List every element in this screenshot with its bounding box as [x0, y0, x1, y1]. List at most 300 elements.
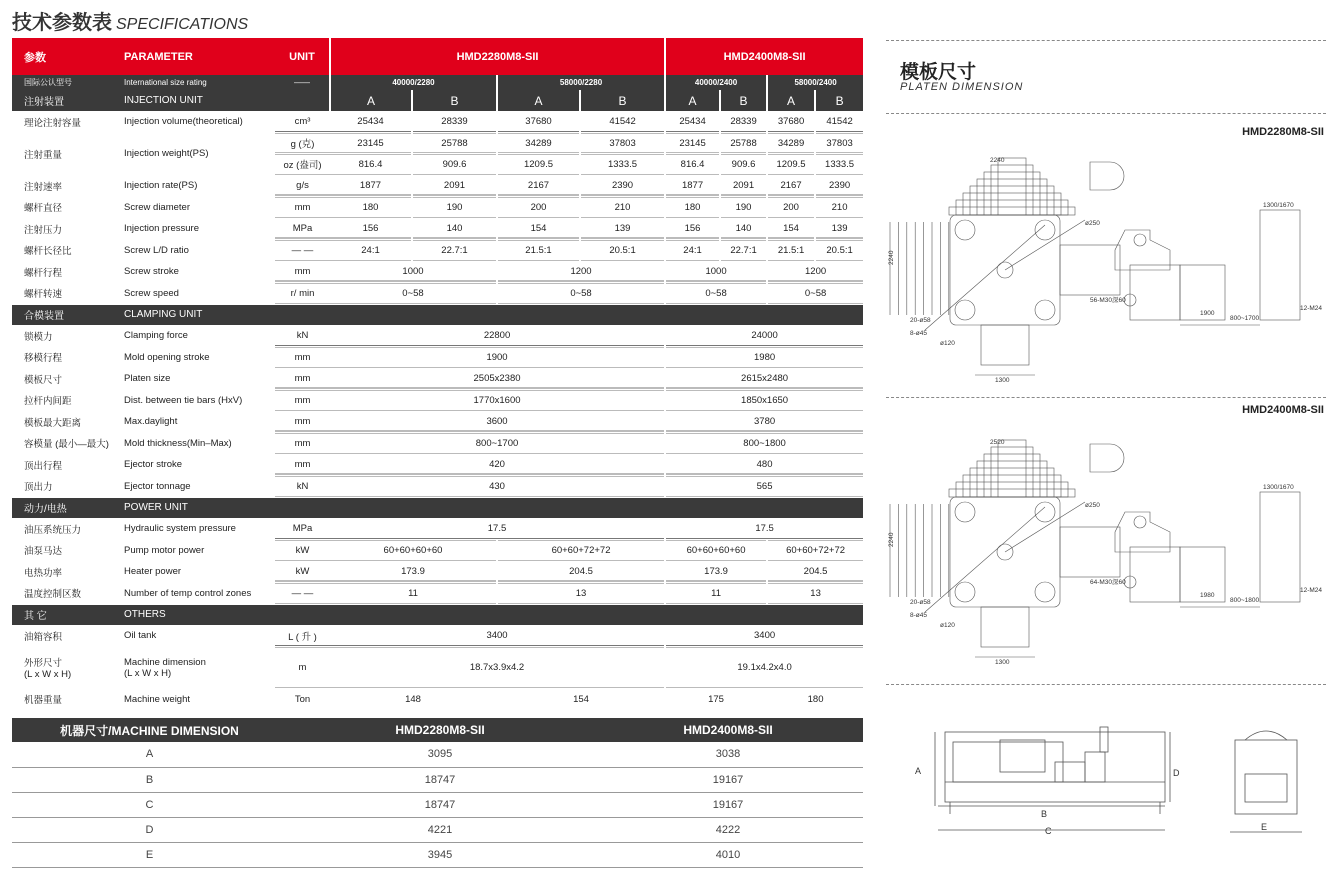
param-value: 2091: [412, 175, 497, 197]
table-row: [12, 390, 863, 412]
param-en: Clamping force: [120, 325, 275, 347]
param-value: 2167: [767, 175, 815, 197]
dimension-value: 4010: [593, 842, 863, 867]
param-unit: kW: [275, 561, 330, 583]
dimension-value: 19167: [593, 792, 863, 817]
param-en: Injection weight(PS): [120, 133, 275, 176]
param-value: 909.6: [720, 154, 767, 176]
section-blank: [275, 497, 330, 518]
param-value: 25434: [665, 111, 720, 133]
param-value: 180: [330, 197, 412, 219]
drawing-label-stroke: 1980: [1200, 592, 1215, 599]
param-unit: mm: [275, 454, 330, 476]
param-value: 25434: [330, 111, 412, 133]
param-cn: 油压系统压力: [12, 518, 120, 540]
param-value: 41542: [580, 111, 665, 133]
md-header-model-2: HMD2400M8-SII: [593, 718, 863, 742]
param-value: 13: [767, 583, 863, 605]
param-value: 28339: [412, 111, 497, 133]
platen-model-1: HMD2280M8-SII: [1242, 126, 1324, 138]
param-unit: mm: [275, 261, 330, 283]
dimension-key: B: [12, 767, 287, 792]
section-cn: 其 它: [12, 604, 120, 625]
rating-value: 40000/2280: [330, 75, 497, 90]
param-unit: g/s: [275, 175, 330, 197]
drawing-label-bolt: 12-M24: [1300, 587, 1323, 594]
param-value: 204.5: [497, 561, 665, 583]
param-value: 23145: [665, 133, 720, 154]
param-unit: cm³: [275, 111, 330, 133]
param-en: Dist. between tie bars (HxV): [120, 390, 275, 412]
param-unit: kN: [275, 325, 330, 347]
param-value: 60+60+60+60: [330, 540, 497, 562]
param-value: 13: [497, 583, 665, 605]
param-unit: mm: [275, 433, 330, 455]
param-value: 24:1: [330, 240, 412, 262]
param-value: 34289: [497, 133, 580, 154]
drawing-label-h3: ø120: [940, 340, 955, 347]
section-blank: [330, 497, 863, 518]
column-label: B: [815, 90, 863, 111]
dimension-value: 18747: [287, 792, 593, 817]
dimension-value: 3038: [593, 742, 863, 767]
param-value: 0~58: [665, 283, 767, 305]
param-cn: 油箱容积: [12, 625, 120, 647]
drawing-label-mold: 800~1800: [1230, 597, 1260, 604]
param-value: 204.5: [767, 561, 863, 583]
param-en: Mold thickness(Min–Max): [120, 433, 275, 455]
param-value: 23145: [330, 133, 412, 154]
divider: [886, 397, 1326, 398]
table-row: [12, 368, 863, 390]
param-value: 22800: [330, 325, 665, 347]
header-parameter: PARAMETER: [120, 38, 275, 75]
table-row: [12, 283, 863, 305]
table-row: [12, 454, 863, 476]
table-row: [12, 476, 863, 498]
param-value: 173.9: [330, 561, 497, 583]
param-value: 1877: [665, 175, 720, 197]
param-value: 430: [330, 476, 665, 498]
param-unit: — —: [275, 583, 330, 605]
header-model-1: HMD2280M8-SII: [330, 38, 665, 75]
dimension-key: D: [12, 817, 287, 842]
size-rating-row: [12, 75, 863, 90]
param-value: 28339: [720, 111, 767, 133]
param-en: Max.daylight: [120, 411, 275, 433]
param-value: 18.7x3.9x4.2: [330, 647, 665, 689]
column-label: B: [580, 90, 665, 111]
param-value: 210: [580, 197, 665, 219]
column-label: A: [665, 90, 720, 111]
page-title: [12, 6, 248, 35]
drawing-label-holes: 64-M30深60: [1090, 579, 1126, 586]
param-value: 1200: [497, 261, 665, 283]
param-value: 0~58: [497, 283, 665, 305]
param-value: 480: [665, 454, 863, 476]
param-en: Hydraulic system pressure: [120, 518, 275, 540]
table-row: [12, 647, 863, 689]
table-row: [12, 325, 863, 347]
param-value: 3400: [665, 625, 863, 647]
param-value: 60+60+60+60: [665, 540, 767, 562]
drawing-label-h1: 20-ø58: [910, 599, 931, 606]
dimension-value: 3095: [287, 742, 593, 767]
table-row: [12, 261, 863, 283]
param-value: 1333.5: [815, 154, 863, 176]
param-value: 156: [665, 218, 720, 240]
drawing-label-top: 2240: [990, 157, 1005, 164]
dim-label-e: E: [1261, 822, 1268, 832]
drawing-label-bolt: 12-M24: [1300, 305, 1323, 312]
dim-label-c: C: [1045, 826, 1052, 836]
column-label: A: [767, 90, 815, 111]
column-label: A: [330, 90, 412, 111]
column-label: B: [412, 90, 497, 111]
param-value: 0~58: [767, 283, 863, 305]
param-value: 1000: [665, 261, 767, 283]
table-row: [12, 583, 863, 605]
dimension-value: 19167: [593, 767, 863, 792]
param-unit: mm: [275, 390, 330, 412]
drawing-label-mold: 800~1700: [1230, 315, 1260, 322]
param-value: 180: [767, 689, 863, 711]
param-value: 140: [412, 218, 497, 240]
dimension-value: 4222: [593, 817, 863, 842]
param-value: 1877: [330, 175, 412, 197]
param-en: Screw L/D ratio: [120, 240, 275, 262]
table-row: [12, 218, 863, 240]
md-header-label: 机器尺寸/MACHINE DIMENSION: [12, 718, 287, 742]
divider: [886, 40, 1326, 41]
param-value: 190: [412, 197, 497, 219]
param-cn: 模板最大距离: [12, 411, 120, 433]
param-unit: L ( 升 ): [275, 625, 330, 647]
param-cn: 外形尺寸 (L x W x H): [12, 647, 120, 689]
section-en: INJECTION UNIT: [120, 90, 275, 111]
param-value: 17.5: [665, 518, 863, 540]
drawing-label-h2: 8-ø45: [910, 330, 927, 337]
param-en: Heater power: [120, 561, 275, 583]
param-unit: mm: [275, 347, 330, 369]
title-en: SPECIFICATIONS: [116, 16, 249, 33]
param-value: 139: [815, 218, 863, 240]
table-row: [12, 433, 863, 455]
dimension-row: [12, 742, 863, 767]
dimension-value: 18747: [287, 767, 593, 792]
dim-label-a: A: [915, 766, 922, 776]
param-value: 24:1: [665, 240, 720, 262]
param-cn: 螺杆直径: [12, 197, 120, 219]
param-value: 175: [665, 689, 767, 711]
param-value: 2615x2480: [665, 368, 863, 390]
table-row: [12, 111, 863, 133]
param-value: 21.5:1: [767, 240, 815, 262]
dim-label-b: B: [1041, 809, 1048, 819]
dimension-row: [12, 817, 863, 842]
param-en: Ejector stroke: [120, 454, 275, 476]
param-value: 21.5:1: [497, 240, 580, 262]
param-value: 1333.5: [580, 154, 665, 176]
param-value: 210: [815, 197, 863, 219]
param-value: 25788: [720, 133, 767, 154]
section-cn: 合模装置: [12, 304, 120, 325]
param-value: 909.6: [412, 154, 497, 176]
drawing-label-holes: 56-M30深60: [1090, 297, 1126, 304]
param-value: 37803: [580, 133, 665, 154]
dim-label-d: D: [1173, 768, 1180, 778]
param-unit: MPa: [275, 218, 330, 240]
param-value: 816.4: [330, 154, 412, 176]
param-cn: 锁模力: [12, 325, 120, 347]
param-value: 11: [330, 583, 497, 605]
rating-value: 58000/2400: [767, 75, 863, 90]
param-value: 2390: [815, 175, 863, 197]
rating-value: 58000/2280: [497, 75, 665, 90]
param-cn: 螺杆转速: [12, 283, 120, 305]
column-label: B: [720, 90, 767, 111]
drawing-label-bottom: 1300: [995, 377, 1010, 384]
drawing-label-side: 1300/1670: [1263, 202, 1294, 209]
param-cn: 螺杆长径比: [12, 240, 120, 262]
param-value: 1770x1600: [330, 390, 665, 412]
param-en: Screw stroke: [120, 261, 275, 283]
param-value: 2390: [580, 175, 665, 197]
param-value: 3600: [330, 411, 665, 433]
param-value: 60+60+72+72: [497, 540, 665, 562]
rating-cn: 国际公认型号: [12, 75, 120, 90]
table-row: [12, 197, 863, 219]
param-cn: 理论注射容量: [12, 111, 120, 133]
table-row: [12, 133, 863, 154]
param-value: 1209.5: [767, 154, 815, 176]
drawing-label-h3: ø120: [940, 622, 955, 629]
section-en: OTHERS: [120, 604, 275, 625]
param-value: 1850x1650: [665, 390, 863, 412]
section-en: POWER UNIT: [120, 497, 275, 518]
param-unit: mm: [275, 411, 330, 433]
column-label: A: [497, 90, 580, 111]
param-unit: Ton: [275, 689, 330, 711]
param-value: 1900: [330, 347, 665, 369]
param-value: 565: [665, 476, 863, 498]
machine-dimension-header: [12, 718, 863, 742]
param-value: 800~1700: [330, 433, 665, 455]
drawing-label-top: 2520: [990, 439, 1005, 446]
table-row: [12, 175, 863, 197]
table-row: [12, 540, 863, 562]
param-en: Ejector tonnage: [120, 476, 275, 498]
param-cn: 移模行程: [12, 347, 120, 369]
section-header: [12, 90, 863, 111]
table-row: [12, 625, 863, 647]
param-unit: — —: [275, 240, 330, 262]
param-en: Platen size: [120, 368, 275, 390]
rating-value: 40000/2400: [665, 75, 767, 90]
param-value: 200: [497, 197, 580, 219]
rating-unit: ——: [275, 75, 330, 90]
param-value: 1980: [665, 347, 863, 369]
dimension-row: [12, 767, 863, 792]
param-value: 148: [330, 689, 497, 711]
param-cn: 模板尺寸: [12, 368, 120, 390]
param-cn: 机器重量: [12, 689, 120, 711]
param-value: 140: [720, 218, 767, 240]
param-unit: kN: [275, 476, 330, 498]
param-unit: MPa: [275, 518, 330, 540]
drawing-label-left: 2240: [888, 250, 895, 265]
section-en: CLAMPING UNIT: [120, 304, 275, 325]
param-cn: 电热功率: [12, 561, 120, 583]
param-value: 2505x2380: [330, 368, 665, 390]
param-value: 34289: [767, 133, 815, 154]
param-cn: 油泵马达: [12, 540, 120, 562]
drawing-label-phi: ø250: [1085, 502, 1100, 509]
dimension-key: A: [12, 742, 287, 767]
platen-title-cn: 模板尺寸: [900, 62, 977, 83]
dimension-value: 3945: [287, 842, 593, 867]
table-row: [12, 689, 863, 711]
param-en: Injection pressure: [120, 218, 275, 240]
param-unit: kW: [275, 540, 330, 562]
param-unit: mm: [275, 368, 330, 390]
param-value: 22.7:1: [720, 240, 767, 262]
param-value: 37680: [497, 111, 580, 133]
param-en: Pump motor power: [120, 540, 275, 562]
table-row: [12, 240, 863, 262]
drawing-label-stroke: 1900: [1200, 310, 1215, 317]
param-cn: 容模量 (最小—最大): [12, 433, 120, 455]
param-unit: m: [275, 647, 330, 689]
table-row: [12, 518, 863, 540]
param-value: 1209.5: [497, 154, 580, 176]
param-en: Screw diameter: [120, 197, 275, 219]
param-cn: 注射速率: [12, 175, 120, 197]
platen-title-en: PLATEN DIMENSION: [900, 81, 1024, 93]
header-model-2: HMD2400M8-SII: [665, 38, 863, 75]
divider: [886, 113, 1326, 114]
drawing-label-phi: ø250: [1085, 220, 1100, 227]
platen-model-2: HMD2400M8-SII: [1242, 404, 1324, 416]
param-cn: 温度控制区数: [12, 583, 120, 605]
param-cn: 拉杆内间距: [12, 390, 120, 412]
param-en: Mold opening stroke: [120, 347, 275, 369]
param-value: 0~58: [330, 283, 497, 305]
param-value: 37680: [767, 111, 815, 133]
param-value: 24000: [665, 325, 863, 347]
header-unit: UNIT: [275, 38, 330, 75]
divider: [886, 684, 1326, 685]
header-cn: 参数: [12, 38, 120, 75]
param-value: 20.5:1: [580, 240, 665, 262]
param-value: 190: [720, 197, 767, 219]
section-header: [12, 604, 863, 625]
md-header-model-1: HMD2280M8-SII: [287, 718, 593, 742]
param-cn: 螺杆行程: [12, 261, 120, 283]
drawing-label-left: 2240: [888, 532, 895, 547]
section-blank: [275, 604, 330, 625]
param-value: 3400: [330, 625, 665, 647]
param-value: 1000: [330, 261, 497, 283]
drawing-label-h1: 20-ø58: [910, 317, 931, 324]
section-header: [12, 497, 863, 518]
param-value: 22.7:1: [412, 240, 497, 262]
param-en: Oil tank: [120, 625, 275, 647]
platen-drawing-2: [885, 432, 1335, 667]
param-unit: r/ min: [275, 283, 330, 305]
section-cn: 动力/电热: [12, 497, 120, 518]
drawing-label-h2: 8-ø45: [910, 612, 927, 619]
param-value: 1200: [767, 261, 863, 283]
section-header: [12, 304, 863, 325]
section-cn: 注射装置: [12, 90, 120, 111]
dimension-value: 4221: [287, 817, 593, 842]
dimension-key: E: [12, 842, 287, 867]
param-value: 200: [767, 197, 815, 219]
param-cn: 顶出力: [12, 476, 120, 498]
param-value: 154: [497, 689, 665, 711]
param-value: 139: [580, 218, 665, 240]
machine-dimension-table: [12, 718, 863, 868]
machine-outline-drawing: [905, 722, 1325, 840]
table-row: [12, 561, 863, 583]
param-value: 41542: [815, 111, 863, 133]
param-value: 156: [330, 218, 412, 240]
param-value: 154: [497, 218, 580, 240]
drawing-label-bottom: 1300: [995, 659, 1010, 666]
param-value: 20.5:1: [815, 240, 863, 262]
param-value: 3780: [665, 411, 863, 433]
param-value: 180: [665, 197, 720, 219]
table-header: [12, 38, 863, 75]
dimension-key: C: [12, 792, 287, 817]
section-blank: [330, 304, 863, 325]
param-cn: 注射重量: [12, 133, 120, 176]
param-value: 800~1800: [665, 433, 863, 455]
section-blank: [275, 90, 330, 111]
specifications-table: [12, 38, 863, 711]
drawing-label-side: 1300/1670: [1263, 484, 1294, 491]
table-row: [12, 411, 863, 433]
dimension-row: [12, 792, 863, 817]
param-value: 17.5: [330, 518, 665, 540]
rating-en: International size rating: [120, 75, 275, 90]
param-en: Number of temp control zones: [120, 583, 275, 605]
param-unit: g (克): [275, 133, 330, 154]
param-value: 37803: [815, 133, 863, 154]
dimension-row: [12, 842, 863, 867]
param-value: 25788: [412, 133, 497, 154]
param-en: Injection rate(PS): [120, 175, 275, 197]
param-value: 2091: [720, 175, 767, 197]
param-value: 2167: [497, 175, 580, 197]
platen-drawing-1: [885, 150, 1335, 385]
param-en: Machine dimension (L x W x H): [120, 647, 275, 689]
table-row: [12, 347, 863, 369]
param-en: Injection volume(theoretical): [120, 111, 275, 133]
param-value: 420: [330, 454, 665, 476]
param-unit: mm: [275, 197, 330, 219]
param-cn: 顶出行程: [12, 454, 120, 476]
param-cn: 注射压力: [12, 218, 120, 240]
param-value: 60+60+72+72: [767, 540, 863, 562]
param-value: 154: [767, 218, 815, 240]
param-value: 816.4: [665, 154, 720, 176]
param-en: Machine weight: [120, 689, 275, 711]
param-value: 11: [665, 583, 767, 605]
param-en: Screw speed: [120, 283, 275, 305]
title-cn: 技术参数表: [12, 12, 112, 34]
